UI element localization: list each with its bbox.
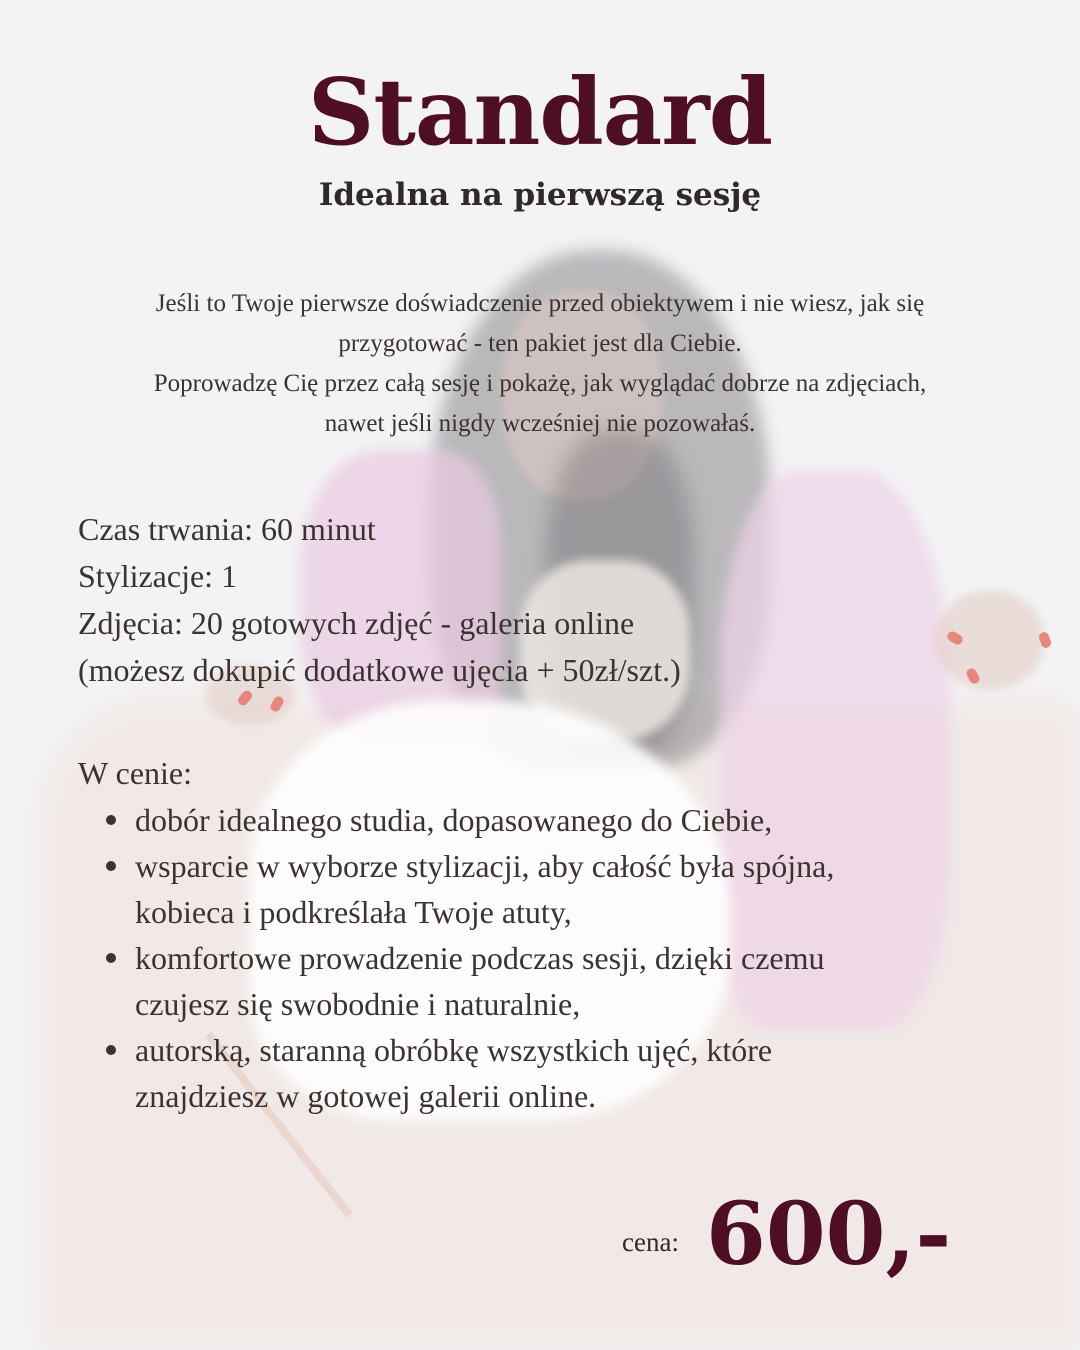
intro-text	[40, 284, 1040, 444]
page-subtitle: Idealna na pierwszą sesję	[318, 177, 762, 213]
package-details	[78, 506, 978, 694]
list-item	[78, 797, 978, 843]
list-item-line: wsparcie w wyborze stylizacji, aby całość była spójna,	[135, 848, 835, 884]
page-title: Standard	[307, 58, 773, 166]
list-item-line: czujesz się swobodnie i naturalnie,	[135, 986, 581, 1022]
bullet-icon	[106, 861, 116, 871]
bullet-icon	[106, 1045, 116, 1055]
list-item	[78, 1027, 978, 1119]
price-value: 600,-	[706, 1184, 952, 1285]
list-item-line: dobór idealnego studia, dopasowanego do Ciebie,	[135, 802, 773, 838]
intro-line: Jeśli to Twoje pierwsze doświadczenie przed obiektywem i nie wiesz, jak się	[155, 290, 925, 317]
bullet-icon	[106, 953, 116, 963]
price-label: cena:	[622, 1227, 679, 1257]
list-item-line: kobieca i podkreślała Twoje atuty,	[135, 894, 572, 930]
list-item	[78, 843, 978, 935]
detail-photos: Zdjęcia: 20 gotowych zdjęć - galeria online	[78, 605, 635, 641]
bullet-icon	[106, 815, 116, 825]
intro-line: Poprowadzę Cię przez całą sesję i pokażę, jak wyglądać dobrze na zdjęciach,	[153, 370, 927, 397]
detail-stylings: Stylizacje: 1	[78, 558, 238, 594]
list-item-line: komfortowe prowadzenie podczas sesji, dzięki czemu	[135, 940, 825, 976]
list-item-line: znajdziesz w gotowej galerii online.	[135, 1078, 597, 1114]
intro-line: przygotować - ten pakiet jest dla Ciebie.	[338, 330, 742, 357]
detail-duration: Czas trwania: 60 minut	[78, 511, 376, 547]
included-label: W cenie:	[78, 755, 193, 791]
list-item	[78, 935, 978, 1027]
detail-extra: (możesz dokupić dodatkowe ujęcia + 50zł/szt.)	[78, 652, 681, 688]
list-item-line: autorską, staranną obróbkę wszystkich ujęć, które	[135, 1032, 773, 1068]
included-list	[78, 797, 978, 1119]
intro-line: nawet jeśli nigdy wcześniej nie pozowałaś.	[324, 410, 756, 437]
